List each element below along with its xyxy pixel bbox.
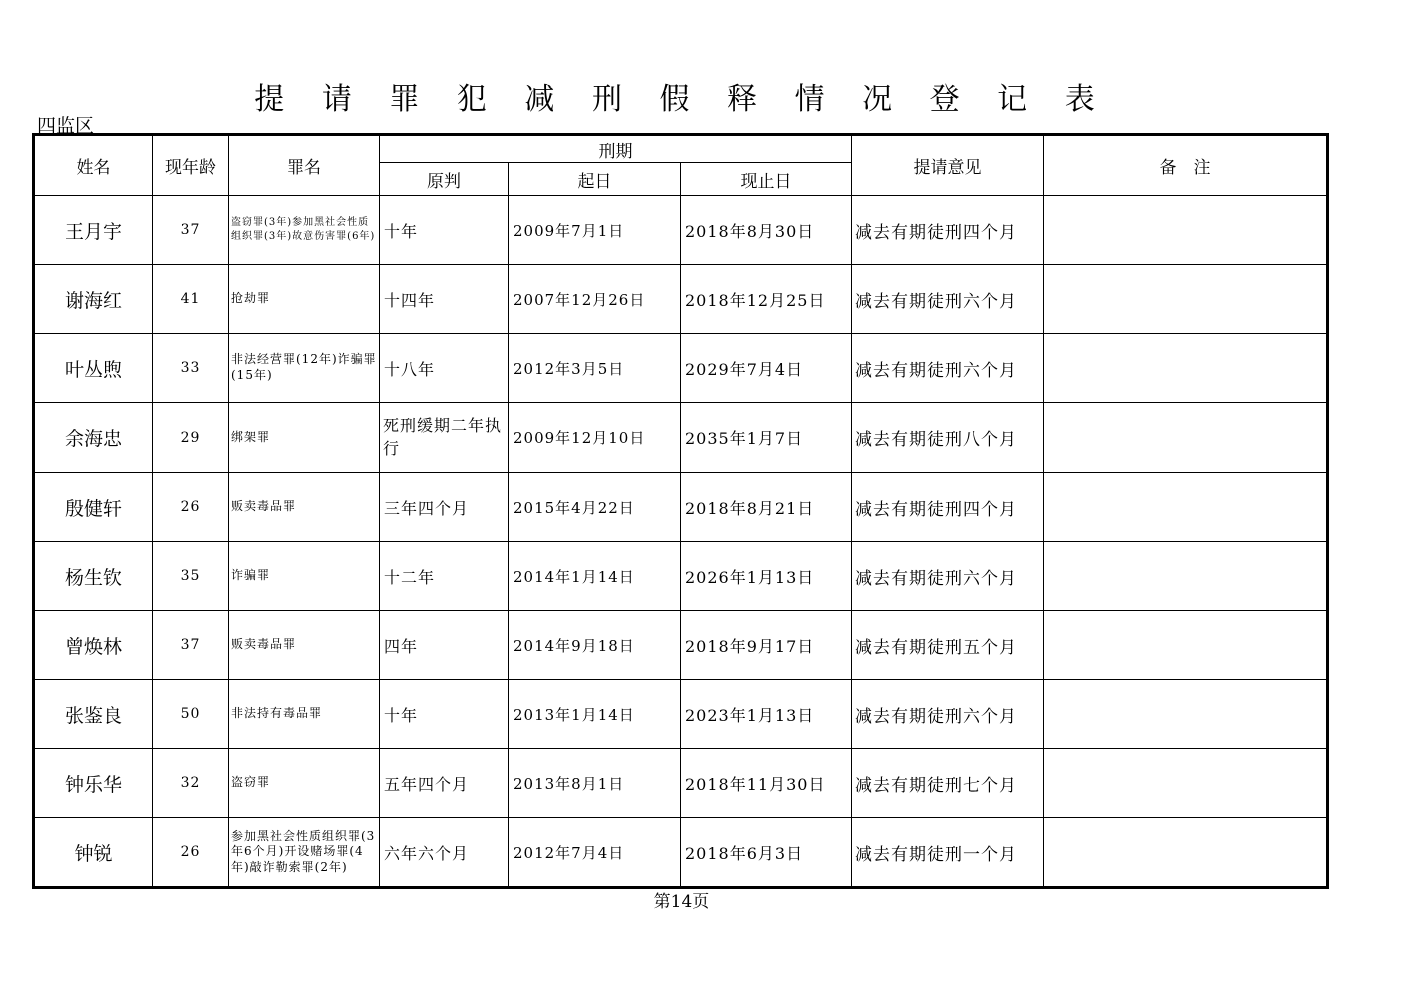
cell-name: 钟锐 (35, 818, 153, 887)
header-name: 姓名 (35, 136, 153, 196)
cell-start: 2009年12月10日 (509, 403, 681, 473)
cell-remark (1044, 265, 1327, 334)
cell-name: 王月宇 (35, 196, 153, 265)
cell-original: 十四年 (380, 265, 509, 334)
cell-end: 2026年1月13日 (681, 542, 852, 611)
header-term: 刑期 (380, 136, 852, 163)
cell-crime: 非法持有毒品罪 (229, 680, 380, 749)
cell-opinion: 减去有期徒刑四个月 (852, 196, 1044, 265)
cell-age: 29 (153, 403, 229, 473)
table-row (35, 611, 1327, 680)
cell-opinion: 减去有期徒刑六个月 (852, 542, 1044, 611)
header-age: 现年龄 (153, 136, 229, 196)
cell-remark (1044, 818, 1327, 887)
cell-end: 2018年11月30日 (681, 749, 852, 818)
cell-crime: 抢劫罪 (229, 265, 380, 334)
cell-end: 2018年12月25日 (681, 265, 852, 334)
table-row (35, 196, 1327, 265)
cell-crime: 贩卖毒品罪 (229, 473, 380, 542)
cell-age: 32 (153, 749, 229, 818)
cell-remark (1044, 473, 1327, 542)
cell-age: 50 (153, 680, 229, 749)
table-row (35, 818, 1327, 887)
cell-end: 2018年8月21日 (681, 473, 852, 542)
cell-end: 2023年1月13日 (681, 680, 852, 749)
cell-remark (1044, 611, 1327, 680)
cell-name: 叶丛煦 (35, 334, 153, 403)
page-number: 第14页 (653, 892, 710, 912)
cell-original: 五年四个月 (380, 749, 509, 818)
cell-original: 六年六个月 (380, 818, 509, 887)
cell-remark (1044, 334, 1327, 403)
cell-start: 2012年3月5日 (509, 334, 681, 403)
table-row (35, 265, 1327, 334)
cell-opinion: 减去有期徒刑八个月 (852, 403, 1044, 473)
cell-start: 2012年7月4日 (509, 818, 681, 887)
cell-name: 杨生钦 (35, 542, 153, 611)
cell-name: 张鉴良 (35, 680, 153, 749)
table-row (35, 334, 1327, 403)
cell-age: 37 (153, 196, 229, 265)
cell-age: 35 (153, 542, 229, 611)
cell-original: 三年四个月 (380, 473, 509, 542)
cell-crime: 盗窃罪 (229, 749, 380, 818)
cell-remark (1044, 403, 1327, 473)
cell-original: 十八年 (380, 334, 509, 403)
cell-age: 26 (153, 473, 229, 542)
cell-opinion: 减去有期徒刑七个月 (852, 749, 1044, 818)
header-crime: 罪名 (229, 136, 380, 196)
table-row (35, 749, 1327, 818)
cell-remark (1044, 542, 1327, 611)
cell-opinion: 减去有期徒刑五个月 (852, 611, 1044, 680)
cell-end: 2035年1月7日 (681, 403, 852, 473)
cell-end: 2029年7月4日 (681, 334, 852, 403)
cell-age: 33 (153, 334, 229, 403)
cell-original: 十二年 (380, 542, 509, 611)
cell-age: 41 (153, 265, 229, 334)
cell-remark (1044, 749, 1327, 818)
cell-name: 钟乐华 (35, 749, 153, 818)
cell-end: 2018年9月17日 (681, 611, 852, 680)
cell-crime: 贩卖毒品罪 (229, 611, 380, 680)
cell-start: 2015年4月22日 (509, 473, 681, 542)
cell-crime: 绑架罪 (229, 403, 380, 473)
cell-remark (1044, 680, 1327, 749)
cell-name: 谢海红 (35, 265, 153, 334)
table-row (35, 542, 1327, 611)
cell-crime: 诈骗罪 (229, 542, 380, 611)
cell-crime: 参加黑社会性质组织罪(3年6个月)开设赌场罪(4年)敲诈勒索罪(2年) (229, 818, 380, 887)
cell-end: 2018年6月3日 (681, 818, 852, 887)
cell-remark (1044, 196, 1327, 265)
table-row (35, 403, 1327, 473)
cell-opinion: 减去有期徒刑六个月 (852, 680, 1044, 749)
header-start: 起日 (509, 163, 681, 196)
table-body (35, 196, 1327, 887)
header-remark: 备 注 (1044, 136, 1327, 196)
cell-name: 余海忠 (35, 403, 153, 473)
cell-crime: 非法经营罪(12年)诈骗罪(15年) (229, 334, 380, 403)
table-row (35, 473, 1327, 542)
cell-original: 死刑缓期二年执行 (380, 403, 509, 473)
cell-original: 十年 (380, 680, 509, 749)
cell-start: 2013年1月14日 (509, 680, 681, 749)
cell-start: 2007年12月26日 (509, 265, 681, 334)
register-table (34, 135, 1327, 887)
cell-start: 2014年9月18日 (509, 611, 681, 680)
page-title: 提 请 罪 犯 减 刑 假 释 情 况 登 记 表 (254, 82, 1109, 117)
header-opinion: 提请意见 (852, 136, 1044, 196)
cell-end: 2018年8月30日 (681, 196, 852, 265)
cell-start: 2014年1月14日 (509, 542, 681, 611)
header-end: 现止日 (681, 163, 852, 196)
cell-original: 十年 (380, 196, 509, 265)
cell-name: 殷健轩 (35, 473, 153, 542)
cell-start: 2009年7月1日 (509, 196, 681, 265)
cell-name: 曾焕林 (35, 611, 153, 680)
cell-opinion: 减去有期徒刑一个月 (852, 818, 1044, 887)
header-original: 原判 (380, 163, 509, 196)
table-row (35, 680, 1327, 749)
cell-crime: 盗窃罪(3年)参加黑社会性质组织罪(3年)故意伤害罪(6年) (229, 196, 380, 265)
cell-age: 37 (153, 611, 229, 680)
cell-start: 2013年8月1日 (509, 749, 681, 818)
cell-opinion: 减去有期徒刑四个月 (852, 473, 1044, 542)
cell-age: 26 (153, 818, 229, 887)
cell-opinion: 减去有期徒刑六个月 (852, 334, 1044, 403)
section-label: 四监区 (37, 115, 95, 137)
cell-original: 四年 (380, 611, 509, 680)
cell-opinion: 减去有期徒刑六个月 (852, 265, 1044, 334)
